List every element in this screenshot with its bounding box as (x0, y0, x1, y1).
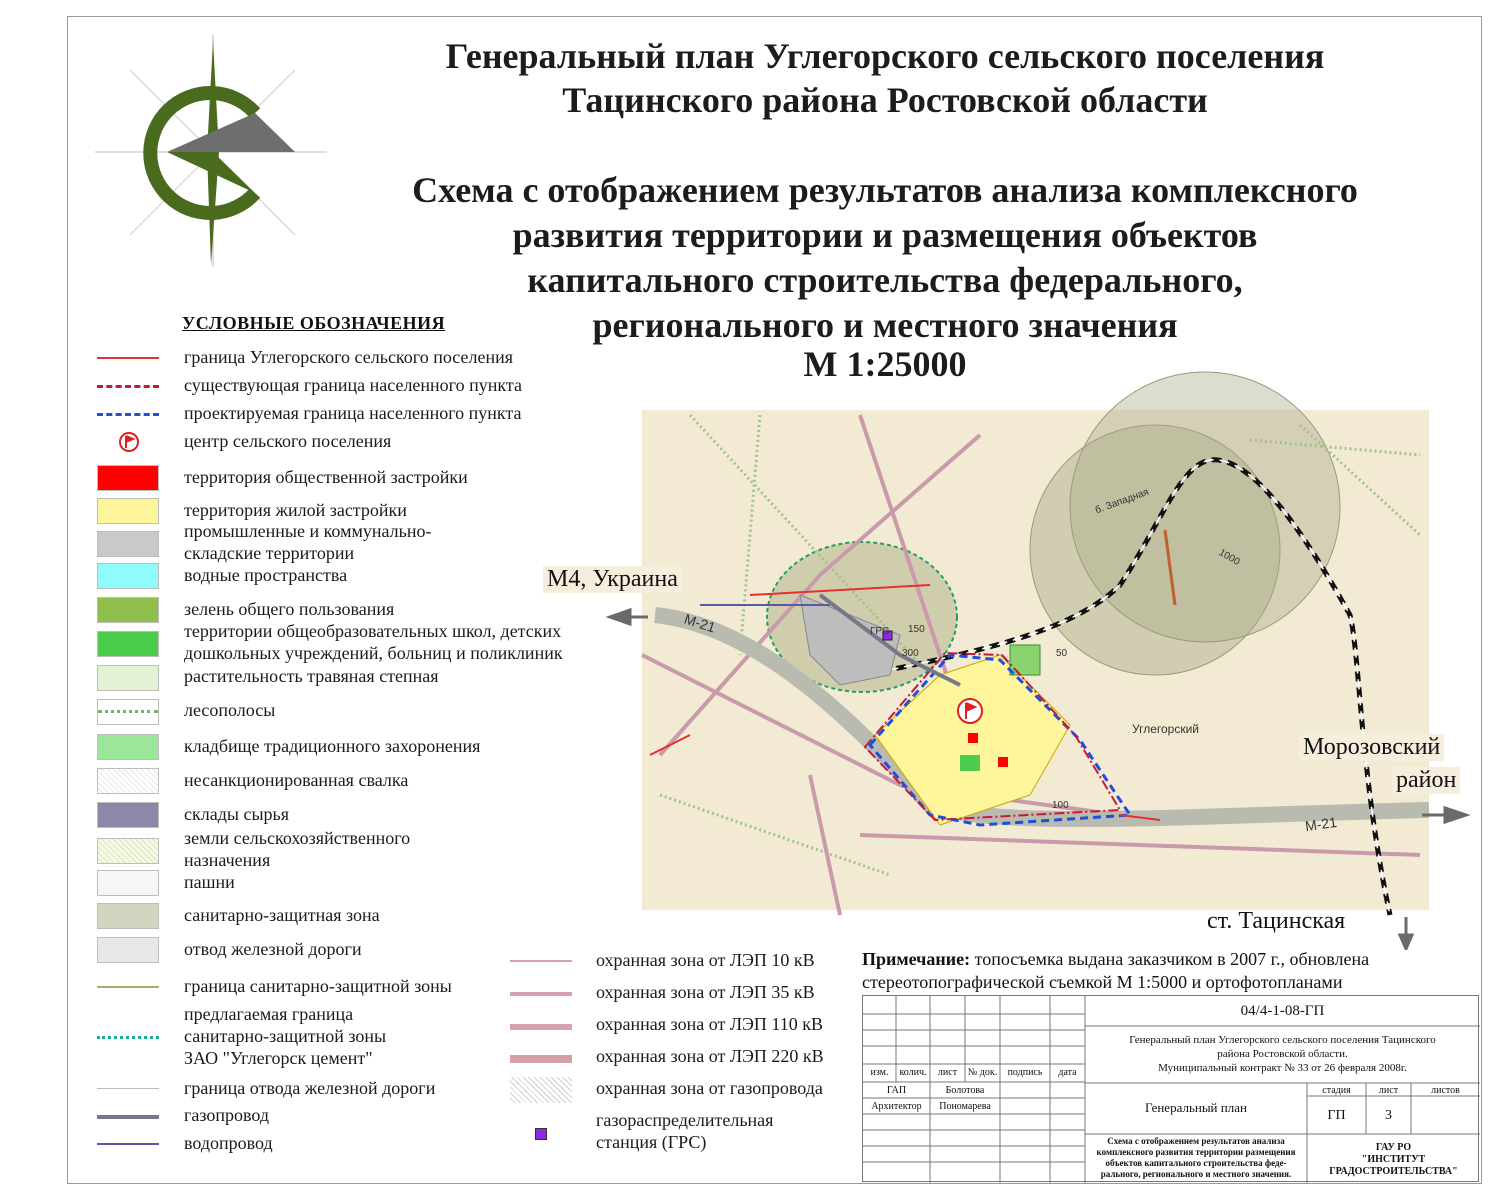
legend-label: растительность травяная степная (184, 666, 439, 686)
label-morozovsky: Морозовский (1299, 734, 1444, 761)
legend-swatch (97, 1143, 159, 1145)
flag-icon (118, 431, 140, 453)
legend-swatch (97, 1115, 159, 1119)
legend-swatch (97, 665, 159, 691)
legend-label: территория общественной застройки (184, 467, 468, 487)
map-scale: М 1:25000 (803, 344, 967, 384)
radius-label: 150 (908, 624, 925, 635)
legend-label: проектируемая граница населенного пункта (184, 403, 522, 423)
legend-label: кладбище традиционного захоронения (184, 736, 481, 756)
legend-swatch (97, 870, 159, 896)
legend-label: газораспределительная (596, 1110, 774, 1130)
grs-icon (535, 1128, 547, 1140)
sheets-header: листов (1431, 1085, 1460, 1096)
organization: ГАУ РО "ИНСТИТУТ ГРАДОСТРОИТЕЛЬСТВА" (1329, 1142, 1458, 1177)
legend-label: граница санитарно-защитной зоны (184, 976, 452, 996)
legend-swatch (97, 838, 159, 864)
col-header: подпись (1007, 1067, 1043, 1078)
legend-label: территория жилой застройки (184, 500, 407, 520)
legend-swatch (97, 1088, 159, 1089)
legend-label: несанкционированная свалка (184, 770, 409, 790)
radius-label: 50 (1056, 648, 1068, 659)
note: Примечание: топосъемка выдана заказчиком в 2007 г., обновлена стереотопографической съемкой М 1:5000 и ортофотопланами (862, 949, 1370, 992)
legend-label: складские территории (184, 543, 355, 563)
stage-header: стадия (1322, 1085, 1351, 1096)
legend-swatch (97, 465, 159, 491)
balka-label: б. Западная (1093, 486, 1151, 517)
road-label: М-21 (1304, 813, 1338, 835)
label-tatsinskaya: ст. Тацинская (1207, 908, 1346, 934)
school-zone (960, 755, 980, 771)
legend-label: зелень общего пользования (184, 599, 395, 619)
legend-swatch (97, 734, 159, 760)
title-block (862, 995, 1479, 1182)
legend-swatch (510, 960, 572, 962)
doc-name: Генеральный план (1145, 1100, 1247, 1115)
legend-label: санитарно-защитной зоны (184, 1026, 387, 1046)
legend-swatch (97, 802, 159, 828)
legend-label: пашни (184, 872, 235, 892)
legend-swatch (97, 903, 159, 929)
legend-label: назначения (184, 850, 271, 870)
sheet-header: лист (1378, 1085, 1399, 1096)
legend-swatch (97, 986, 159, 988)
col-header: № док. (967, 1067, 998, 1078)
label-district: район (1392, 767, 1460, 794)
legend-swatch (97, 699, 159, 725)
radius-label: 300 (902, 648, 919, 659)
legend-label: санитарно-защитная зона (184, 905, 380, 925)
legend-heading: УСЛОВНЫЕ ОБОЗНАЧЕНИЯ (182, 313, 446, 333)
green-zone (1010, 645, 1040, 675)
legend-label: водопровод (184, 1133, 273, 1153)
legend-label: существующая граница населенного пункта (184, 375, 522, 395)
map (600, 355, 1480, 950)
legend-label: предлагаемая граница (184, 1004, 354, 1024)
legend-label: станция (ГРС) (596, 1132, 707, 1152)
legend-label: отвод железной дороги (184, 939, 362, 959)
doc-code: 04/4-1-08-ГП (1240, 1003, 1325, 1019)
doc-description: Генеральный план Углегорского сельского поселения Тацинского района Ростовской области. Муниципальный контракт № 33 от 26 февраля 2008г. (1129, 1034, 1436, 1074)
legend-label: охранная зона от ЛЭП 220 кВ (596, 1046, 824, 1066)
compass-emblem (95, 35, 335, 270)
role-architect: Архитектор (871, 1101, 922, 1112)
grs-label: ГРС (870, 626, 890, 637)
col-header: лист (937, 1067, 958, 1078)
radius-label: 100 (1052, 800, 1069, 811)
legend-swatch (97, 563, 159, 589)
col-header: колич. (899, 1067, 927, 1078)
legend-swatch (510, 1024, 572, 1030)
legend-label: промышленные и коммунально- (184, 521, 432, 541)
legend-label: водные пространства (184, 565, 348, 585)
legend-label: земли сельскохозяйственного (184, 828, 411, 848)
label-m4-ukraine: М4, Украина (543, 566, 682, 593)
legend-label: граница Углегорского сельского поселения (184, 347, 513, 367)
legend-label: охранная зона от ЛЭП 110 кВ (596, 1014, 824, 1034)
legend-swatch (97, 385, 159, 388)
legend-swatch (97, 768, 159, 794)
legend-swatch (97, 631, 159, 657)
legend-label: дошкольных учреждений, больниц и поликлиник (184, 643, 563, 663)
village-label: Углегорский (1132, 722, 1199, 736)
col-header: дата (1058, 1067, 1077, 1078)
legend-swatch (97, 357, 159, 359)
sheet-value: 3 (1385, 1108, 1392, 1123)
legend-swatch (97, 531, 159, 557)
arrow-down-icon (1400, 917, 1412, 949)
name-gap: Болотова (945, 1085, 985, 1096)
legend-label: охранная зона от ЛЭП 35 кВ (596, 982, 815, 1002)
role-gap: ГАП (886, 1085, 907, 1096)
legend-swatch (510, 992, 572, 996)
legend-label: охранная зона от газопровода (596, 1078, 823, 1098)
sheet-description: Схема с отображением результатов анализа комплексного развития территории размещения объектов капитального строительства феде- рального, регионального и местного значения. (1096, 1136, 1296, 1179)
road-label: М-21 (682, 610, 718, 636)
col-header: изм. (870, 1067, 889, 1078)
legend-swatch (97, 413, 159, 416)
legend-label: центр сельского поселения (184, 431, 392, 451)
main-title: Генеральный план Углегорского сельского поселения Тацинского района Ростовской области (445, 36, 1325, 120)
legend-swatch (97, 498, 159, 524)
legend-swatch (97, 1036, 159, 1039)
legend-label: склады сырья (184, 804, 290, 824)
legend-label: ЗАО "Углегорск цемент" (184, 1048, 373, 1068)
legend-swatch (510, 1077, 572, 1103)
public-zone (968, 733, 978, 743)
legend-label: охранная зона от ЛЭП 10 кВ (596, 950, 815, 970)
legend-label: граница отвода железной дороги (184, 1078, 436, 1098)
scheme-title: Схема с отображением результатов анализа комплексного развития территории и размещения объектов капитального строительства федерального, регионального и местного значения (412, 170, 1358, 345)
stage-value: ГП (1327, 1108, 1346, 1123)
legend-swatch (97, 937, 159, 963)
name-architect: Пономарева (939, 1101, 991, 1112)
public-zone (998, 757, 1008, 767)
legend-label: газопровод (184, 1105, 270, 1125)
legend-swatch (510, 1055, 572, 1063)
legend-label: лесополосы (184, 700, 276, 720)
flag-icon (958, 699, 982, 723)
legend-swatch (97, 597, 159, 623)
radius-label: 1000 (1216, 547, 1242, 568)
legend-label: территории общеобразовательных школ, детских (184, 621, 562, 641)
